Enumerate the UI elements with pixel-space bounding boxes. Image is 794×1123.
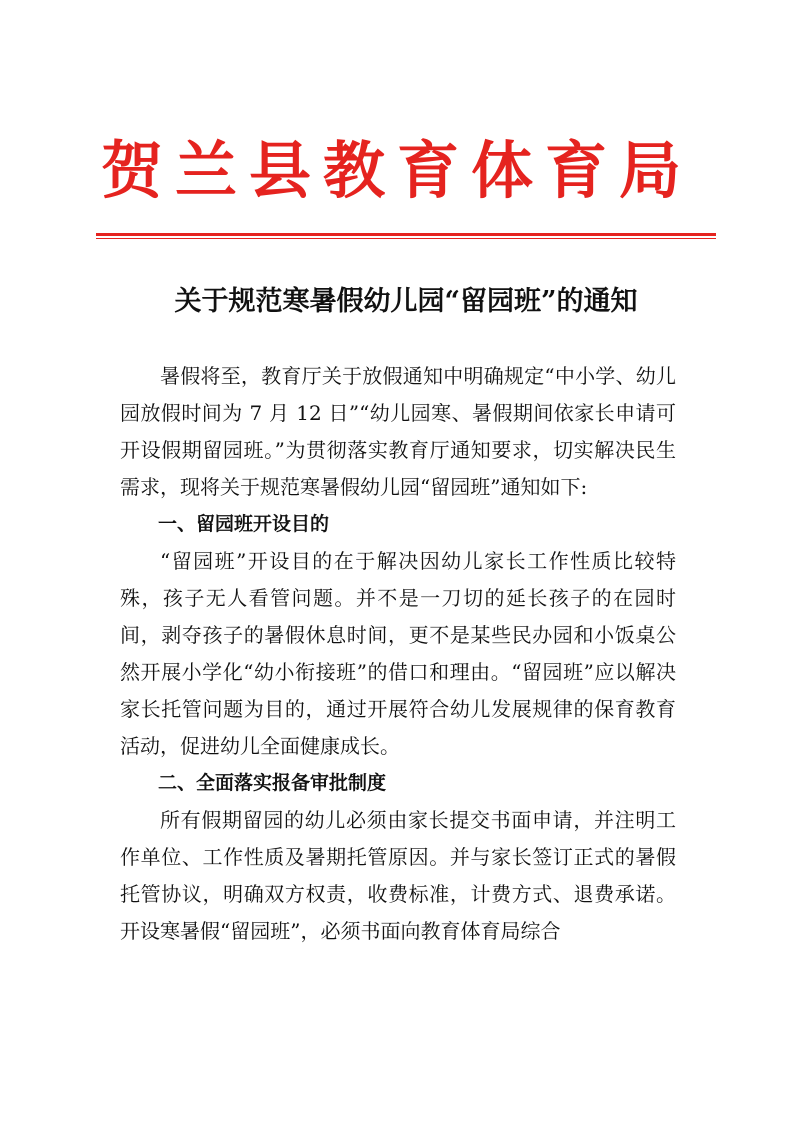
document-body: [120, 358, 676, 950]
document-title: 关于规范寒暑假幼儿园“留园班”的通知: [174, 286, 638, 317]
header-divider-thin: [96, 238, 716, 239]
section-paragraph-1: “留园班”开设目的在于解决因幼儿家长工作性质比较特殊，孩子无人看管问题。并不是一刀切的延长孩子的在园时间，剥夺孩子的暑假休息时间，更不是某些民办园和小饭桌公然开展小学化“幼小衔接班”的借口和理由。“留园班”应以解决家长托管问题为目的，通过开展符合幼儿发展规律的保育教育活动，促进幼儿全面健康成长。: [120, 549, 676, 758]
intro-paragraph: 暑假将至，教育厅关于放假通知中明确规定“中小学、幼儿园放假时间为 7 月 12 日”“幼儿园寒、暑假期间依家长申请可开设假期留园班。”为贯彻落实教育厅通知要求，切实解决民生需求，现将关于规范寒暑假幼儿园“留园班”通知如下:: [120, 364, 676, 499]
section-heading-2: 二、全面落实报备审批制度: [158, 772, 387, 794]
header-divider-thick: [96, 233, 716, 236]
section-heading-1: 一、留园班开设目的: [158, 513, 330, 535]
org-header: 贺兰县教育体育局: [100, 134, 693, 207]
section-paragraph-2: 所有假期留园的幼儿必须由家长提交书面申请，并注明工作单位、工作性质及暑期托管原因。并与家长签订正式的暑假托管协议，明确双方权责，收费标准，计费方式、退费承诺。开设寒暑假“留园班”，必须书面向教育体育局综合: [120, 808, 676, 943]
